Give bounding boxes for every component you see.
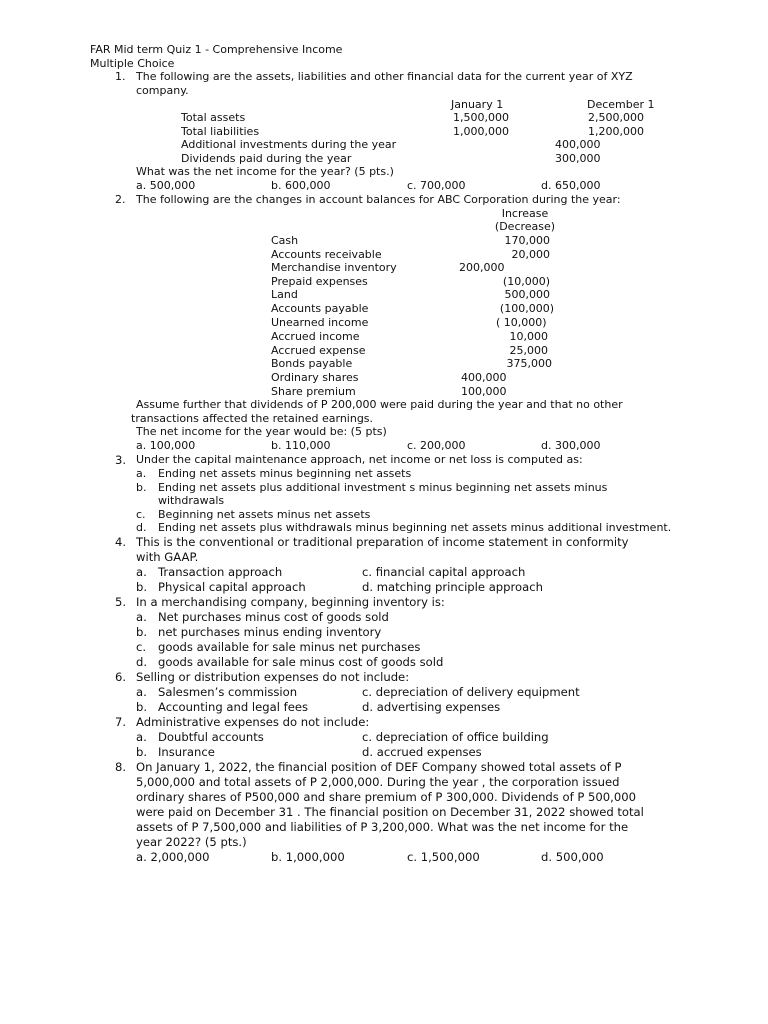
option-letter: a.: [136, 685, 147, 699]
question-text: The following are the changes in account balances for ABC Corporation during the year:: [136, 193, 621, 206]
option-text: Insurance: [158, 745, 215, 759]
row-label: Accrued expense: [271, 344, 366, 357]
row-value: 1,000,000: [453, 125, 509, 138]
row-value: 500,000: [504, 288, 550, 301]
column-header-increase: Increase: [501, 207, 549, 220]
option-text: Transaction approach: [158, 565, 283, 579]
choice-d: d. 500,000: [541, 850, 604, 864]
document-title: FAR Mid term Quiz 1 - Comprehensive Income: [90, 43, 343, 56]
question-text: year 2022? (5 pts.): [136, 835, 247, 849]
row-value: 2,500,000: [588, 111, 644, 124]
row-label: Share premium: [271, 385, 356, 398]
column-header-january: January 1: [451, 98, 504, 111]
row-value: 100,000: [461, 385, 507, 398]
question-text: Under the capital maintenance approach, net income or net loss is computed as:: [136, 453, 583, 466]
option-letter: b.: [136, 700, 148, 714]
row-value: ( 10,000): [496, 316, 547, 329]
row-value: 20,000: [511, 248, 550, 261]
question-text: with GAAP.: [136, 550, 199, 564]
option-letter: a.: [136, 467, 147, 480]
question-text: In a merchandising company, beginning inventory is:: [136, 595, 445, 609]
option-letter: b.: [136, 745, 148, 759]
option-text: Doubtful accounts: [158, 730, 264, 744]
row-value: 170,000: [504, 234, 550, 247]
row-label: Accounts payable: [271, 302, 369, 315]
option-letter: a.: [136, 565, 147, 579]
row-label: Total liabilities: [181, 125, 260, 138]
question-number: 1.: [115, 70, 126, 83]
option-text: Ending net assets plus additional investment s minus beginning net assets minus: [158, 481, 608, 494]
question-text: ordinary shares of P500,000 and share premium of P 300,000. Dividends of P 500,000: [136, 790, 636, 804]
choice-c: c. 700,000: [407, 179, 466, 192]
row-label: Cash: [271, 234, 299, 247]
question-text: The following are the assets, liabilities and other financial data for the current year of XYZ: [136, 70, 633, 83]
question-number: 5.: [115, 595, 127, 609]
row-label: Ordinary shares: [271, 371, 359, 384]
row-label: Additional investments during the year: [181, 138, 397, 151]
question-number: 6.: [115, 670, 127, 684]
row-label: Prepaid expenses: [271, 275, 368, 288]
question-number: 7.: [115, 715, 127, 729]
question-text: On January 1, 2022, the financial position of DEF Company showed total assets of P: [136, 760, 622, 774]
row-label: Unearned income: [271, 316, 369, 329]
choice-b: b. 110,000: [271, 439, 331, 452]
option-text: c. financial capital approach: [362, 565, 526, 579]
row-label: Merchandise inventory: [271, 261, 397, 274]
option-text: Accounting and legal fees: [158, 700, 309, 714]
option-letter: b.: [136, 481, 147, 494]
question-text: This is the conventional or traditional preparation of income statement in conformity: [136, 535, 629, 549]
question-text: company.: [136, 84, 189, 97]
question-text: 5,000,000 and total assets of P 2,000,000. During the year , the corporation issued: [136, 775, 620, 789]
column-header-december: December 1: [587, 98, 655, 111]
column-header-decrease: (Decrease): [494, 220, 556, 233]
row-label: Bonds payable: [271, 357, 353, 370]
choice-b: b. 1,000,000: [271, 850, 345, 864]
option-text: Physical capital approach: [158, 580, 306, 594]
option-text: c. depreciation of delivery equipment: [362, 685, 580, 699]
row-label: Accounts receivable: [271, 248, 382, 261]
question-text: transactions affected the retained earnings.: [131, 412, 374, 425]
document-subtitle: Multiple Choice: [90, 57, 175, 70]
choice-d: d. 300,000: [541, 439, 601, 452]
row-label: Dividends paid during the year: [181, 152, 352, 165]
question-number: 2.: [115, 193, 126, 206]
option-text: Ending net assets plus withdrawals minus beginning net assets minus additional investment.: [158, 521, 672, 534]
question-number: 8.: [115, 760, 127, 774]
row-value: 375,000: [506, 357, 552, 370]
row-value: 200,000: [459, 261, 505, 274]
row-value: 400,000: [461, 371, 507, 384]
choice-c: c. 200,000: [407, 439, 466, 452]
option-text: Ending net assets minus beginning net assets: [158, 467, 412, 480]
option-letter: a.: [136, 730, 147, 744]
choice-a: a. 2,000,000: [136, 850, 210, 864]
option-text: Beginning net assets minus net assets: [158, 508, 371, 521]
row-value: 1,200,000: [588, 125, 644, 138]
row-value: 10,000: [509, 330, 548, 343]
option-text: goods available for sale minus cost of goods sold: [158, 655, 444, 669]
choice-b: b. 600,000: [271, 179, 331, 192]
question-text: were paid on December 31 . The financial position on December 31, 2022 showed total: [136, 805, 644, 819]
row-label: Total assets: [181, 111, 246, 124]
option-letter: b.: [136, 580, 148, 594]
question-number: 3.: [115, 453, 127, 467]
row-value: (100,000): [499, 302, 554, 315]
option-text: goods available for sale minus net purchases: [158, 640, 421, 654]
option-letter: c.: [136, 508, 146, 521]
option-letter: a.: [136, 610, 147, 624]
option-letter: c.: [136, 640, 147, 654]
question-prompt: What was the net income for the year? (5 pts.): [136, 165, 394, 178]
option-text: d. accrued expenses: [362, 745, 482, 759]
option-text: d. advertising expenses: [362, 700, 501, 714]
choice-d: d. 650,000: [541, 179, 601, 192]
row-label: Accrued income: [271, 330, 360, 343]
option-text: c. depreciation of office building: [362, 730, 549, 744]
choice-a: a. 500,000: [136, 179, 196, 192]
question-prompt: The net income for the year would be: (5 pts): [136, 425, 387, 438]
row-value: 300,000: [555, 152, 601, 165]
question-text: Assume further that dividends of P 200,000 were paid during the year and that no other: [136, 398, 623, 411]
option-text: Salesmen’s commission: [158, 685, 298, 699]
option-text: Net purchases minus cost of goods sold: [158, 610, 389, 624]
choice-a: a. 100,000: [136, 439, 196, 452]
row-value: 400,000: [555, 138, 601, 151]
row-value: 25,000: [509, 344, 548, 357]
question-text: Selling or distribution expenses do not include:: [136, 670, 410, 684]
choice-c: c. 1,500,000: [407, 850, 480, 864]
option-letter: d.: [136, 521, 147, 534]
question-number: 4.: [115, 535, 127, 549]
option-letter: d.: [136, 655, 148, 669]
row-label: Land: [271, 288, 298, 301]
option-text: net purchases minus ending inventory: [158, 625, 382, 639]
row-value: (10,000): [502, 275, 550, 288]
row-value: 1,500,000: [453, 111, 509, 124]
option-text: withdrawals: [158, 494, 225, 507]
option-letter: b.: [136, 625, 148, 639]
question-text: assets of P 7,500,000 and liabilities of P 3,200,000. What was the net income for the: [136, 820, 629, 834]
option-text: d. matching principle approach: [362, 580, 543, 594]
question-text: Administrative expenses do not include:: [136, 715, 370, 729]
